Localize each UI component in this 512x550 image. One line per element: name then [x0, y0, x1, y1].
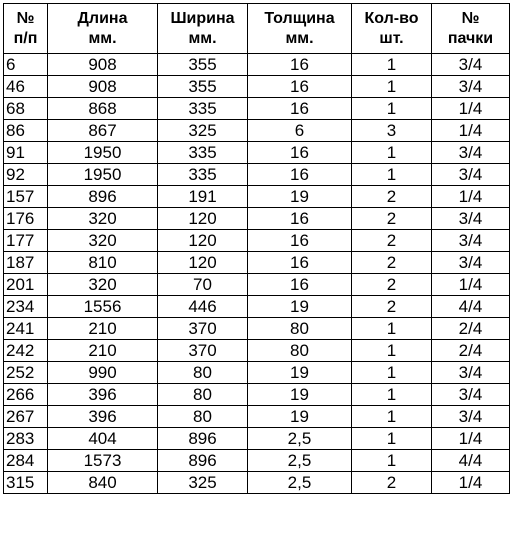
cell-length: 840 [48, 472, 158, 494]
cell-thickness: 19 [248, 296, 352, 318]
cell-thickness: 16 [248, 230, 352, 252]
cell-thickness: 19 [248, 384, 352, 406]
cell-width: 896 [158, 450, 248, 472]
cell-width: 325 [158, 472, 248, 494]
cell-thickness: 16 [248, 98, 352, 120]
header-pack-number-line2: пачки [447, 29, 494, 47]
cell-width: 120 [158, 252, 248, 274]
cell-pack-number: 1/4 [432, 428, 510, 450]
cell-quantity: 2 [352, 230, 432, 252]
header-item-number-line2: п/п [13, 29, 38, 47]
cell-width: 355 [158, 54, 248, 76]
cell-thickness: 19 [248, 186, 352, 208]
header-length [48, 4, 158, 54]
cell-pack-number: 4/4 [432, 296, 510, 318]
cell-item-number: 315 [4, 472, 48, 494]
cell-length: 990 [48, 362, 158, 384]
cell-thickness: 19 [248, 406, 352, 428]
cell-pack-number: 1/4 [432, 274, 510, 296]
table-row [4, 252, 510, 274]
table-row [4, 186, 510, 208]
cell-item-number: 177 [4, 230, 48, 252]
header-width [158, 4, 248, 54]
header-row [4, 4, 510, 54]
cell-length: 810 [48, 252, 158, 274]
cell-pack-number: 1/4 [432, 98, 510, 120]
cell-width: 335 [158, 98, 248, 120]
header-width-line2: мм. [188, 29, 217, 47]
cell-length: 396 [48, 406, 158, 428]
cell-pack-number: 3/4 [432, 142, 510, 164]
cell-length: 210 [48, 340, 158, 362]
header-pack-number-line1: № [461, 9, 480, 27]
cell-thickness: 80 [248, 318, 352, 340]
table-row [4, 76, 510, 98]
cell-width: 80 [158, 406, 248, 428]
cell-length: 896 [48, 186, 158, 208]
cell-width: 325 [158, 120, 248, 142]
cell-thickness: 2,5 [248, 472, 352, 494]
cell-thickness: 16 [248, 274, 352, 296]
cell-length: 1556 [48, 296, 158, 318]
cell-item-number: 187 [4, 252, 48, 274]
cell-quantity: 1 [352, 98, 432, 120]
cell-pack-number: 3/4 [432, 164, 510, 186]
header-thickness-line2: мм. [285, 29, 314, 47]
cell-thickness: 16 [248, 54, 352, 76]
header-thickness-line1: Толщина [264, 9, 335, 27]
cell-pack-number: 3/4 [432, 230, 510, 252]
cell-length: 210 [48, 318, 158, 340]
cell-item-number: 241 [4, 318, 48, 340]
cell-pack-number: 3/4 [432, 252, 510, 274]
cell-item-number: 157 [4, 186, 48, 208]
cell-quantity: 1 [352, 384, 432, 406]
header-length-line2: мм. [88, 29, 117, 47]
cell-quantity: 1 [352, 142, 432, 164]
cell-quantity: 1 [352, 450, 432, 472]
cell-quantity: 3 [352, 120, 432, 142]
header-item-number-line1: № [16, 9, 35, 27]
cell-width: 446 [158, 296, 248, 318]
cell-width: 370 [158, 318, 248, 340]
cell-width: 80 [158, 384, 248, 406]
table-row [4, 208, 510, 230]
cell-thickness: 16 [248, 164, 352, 186]
cell-length: 908 [48, 54, 158, 76]
cell-quantity: 2 [352, 274, 432, 296]
parts-table [3, 3, 510, 494]
cell-pack-number: 3/4 [432, 406, 510, 428]
cell-item-number: 68 [4, 98, 48, 120]
table-row [4, 296, 510, 318]
cell-thickness: 16 [248, 208, 352, 230]
cell-thickness: 16 [248, 142, 352, 164]
cell-width: 896 [158, 428, 248, 450]
cell-thickness: 2,5 [248, 428, 352, 450]
cell-quantity: 1 [352, 340, 432, 362]
cell-pack-number: 1/4 [432, 186, 510, 208]
cell-item-number: 242 [4, 340, 48, 362]
table-row [4, 142, 510, 164]
cell-width: 355 [158, 76, 248, 98]
parts-sheet [3, 3, 509, 548]
cell-width: 120 [158, 230, 248, 252]
cell-item-number: 92 [4, 164, 48, 186]
cell-item-number: 86 [4, 120, 48, 142]
cell-pack-number: 1/4 [432, 120, 510, 142]
cell-thickness: 16 [248, 76, 352, 98]
cell-length: 320 [48, 208, 158, 230]
cell-width: 335 [158, 164, 248, 186]
cell-length: 867 [48, 120, 158, 142]
cell-width: 70 [158, 274, 248, 296]
table-body [4, 54, 510, 494]
table-row [4, 164, 510, 186]
header-thickness [248, 4, 352, 54]
cell-quantity: 1 [352, 406, 432, 428]
header-pack-number [432, 4, 510, 54]
table-row [4, 472, 510, 494]
header-width-line1: Ширина [170, 9, 235, 27]
table-row [4, 384, 510, 406]
cell-quantity: 2 [352, 252, 432, 274]
cell-item-number: 176 [4, 208, 48, 230]
cell-quantity: 2 [352, 472, 432, 494]
cell-pack-number: 2/4 [432, 340, 510, 362]
cell-quantity: 2 [352, 208, 432, 230]
cell-pack-number: 3/4 [432, 208, 510, 230]
cell-thickness: 2,5 [248, 450, 352, 472]
cell-quantity: 1 [352, 164, 432, 186]
table-row [4, 230, 510, 252]
cell-item-number: 234 [4, 296, 48, 318]
cell-pack-number: 1/4 [432, 472, 510, 494]
cell-width: 80 [158, 362, 248, 384]
table-row [4, 362, 510, 384]
cell-item-number: 46 [4, 76, 48, 98]
cell-pack-number: 2/4 [432, 318, 510, 340]
header-quantity-line2: шт. [379, 29, 404, 47]
table-row [4, 318, 510, 340]
cell-pack-number: 3/4 [432, 54, 510, 76]
cell-quantity: 2 [352, 186, 432, 208]
cell-thickness: 80 [248, 340, 352, 362]
cell-thickness: 6 [248, 120, 352, 142]
cell-item-number: 284 [4, 450, 48, 472]
cell-thickness: 19 [248, 362, 352, 384]
cell-width: 370 [158, 340, 248, 362]
cell-pack-number: 4/4 [432, 450, 510, 472]
header-item-number [4, 4, 48, 54]
cell-length: 1573 [48, 450, 158, 472]
cell-length: 868 [48, 98, 158, 120]
cell-length: 404 [48, 428, 158, 450]
cell-width: 120 [158, 208, 248, 230]
table-row [4, 450, 510, 472]
table-row [4, 406, 510, 428]
cell-quantity: 1 [352, 362, 432, 384]
cell-width: 335 [158, 142, 248, 164]
cell-item-number: 252 [4, 362, 48, 384]
header-quantity [352, 4, 432, 54]
cell-item-number: 267 [4, 406, 48, 428]
cell-length: 1950 [48, 164, 158, 186]
cell-item-number: 91 [4, 142, 48, 164]
cell-pack-number: 3/4 [432, 384, 510, 406]
table-row [4, 54, 510, 76]
cell-item-number: 283 [4, 428, 48, 450]
table-row [4, 274, 510, 296]
cell-length: 908 [48, 76, 158, 98]
cell-length: 320 [48, 230, 158, 252]
header-length-line1: Длина [77, 9, 128, 27]
cell-thickness: 16 [248, 252, 352, 274]
table-row [4, 340, 510, 362]
cell-item-number: 6 [4, 54, 48, 76]
cell-quantity: 1 [352, 428, 432, 450]
cell-quantity: 1 [352, 76, 432, 98]
cell-quantity: 2 [352, 296, 432, 318]
header-quantity-line1: Кол-во [364, 9, 419, 27]
cell-width: 191 [158, 186, 248, 208]
cell-item-number: 266 [4, 384, 48, 406]
cell-pack-number: 3/4 [432, 362, 510, 384]
cell-pack-number: 3/4 [432, 76, 510, 98]
table-row [4, 98, 510, 120]
cell-item-number: 201 [4, 274, 48, 296]
table-row [4, 120, 510, 142]
cell-length: 320 [48, 274, 158, 296]
cell-length: 396 [48, 384, 158, 406]
cell-length: 1950 [48, 142, 158, 164]
table-row [4, 428, 510, 450]
cell-quantity: 1 [352, 54, 432, 76]
cell-quantity: 1 [352, 318, 432, 340]
